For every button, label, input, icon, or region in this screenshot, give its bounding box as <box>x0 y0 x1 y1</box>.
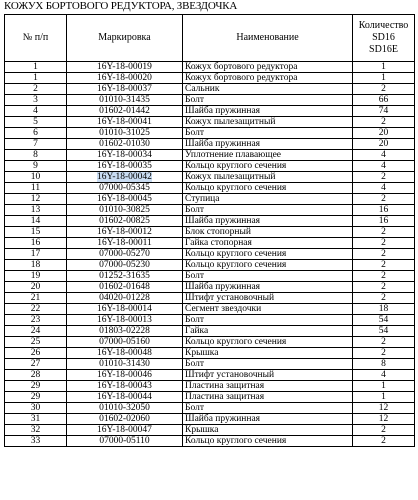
part-code: 01010-31435 <box>67 95 183 106</box>
row-number: 26 <box>5 348 67 359</box>
table-row <box>5 172 415 183</box>
part-name: Кожух пылезащитный <box>183 172 353 183</box>
part-quantity: 12 <box>353 414 415 425</box>
part-code: 16Y-18-00041 <box>67 117 183 128</box>
part-name: Болт <box>183 95 353 106</box>
table-row <box>5 436 415 447</box>
part-code: 01602-01648 <box>67 282 183 293</box>
row-number: 14 <box>5 216 67 227</box>
row-number: 33 <box>5 436 67 447</box>
part-code: 16Y-18-00048 <box>67 348 183 359</box>
table-row <box>5 359 415 370</box>
table-row <box>5 106 415 117</box>
row-number: 30 <box>5 403 67 414</box>
part-quantity: 4 <box>353 183 415 194</box>
part-name: Шайба пружинная <box>183 282 353 293</box>
table-row <box>5 392 415 403</box>
table-row <box>5 348 415 359</box>
row-number: 2 <box>5 84 67 95</box>
part-quantity: 54 <box>353 315 415 326</box>
part-quantity: 2 <box>353 227 415 238</box>
table-row <box>5 117 415 128</box>
part-code: 01010-31025 <box>67 128 183 139</box>
part-quantity: 2 <box>353 337 415 348</box>
table-row <box>5 139 415 150</box>
part-quantity: 1 <box>353 392 415 403</box>
part-name: Пластина защитная <box>183 392 353 403</box>
table-row <box>5 337 415 348</box>
table-body <box>5 62 415 447</box>
part-code: 16Y-18-00013 <box>67 315 183 326</box>
table-row <box>5 128 415 139</box>
part-name: Болт <box>183 205 353 216</box>
header-qty-model-1: SD16 <box>372 32 395 43</box>
part-code: 16Y-18-00034 <box>67 150 183 161</box>
part-name: Кольцо круглого сечения <box>183 337 353 348</box>
row-number: 19 <box>5 271 67 282</box>
table-row <box>5 249 415 260</box>
part-code: 07000-05110 <box>67 436 183 447</box>
header-num: № п/п <box>5 15 67 62</box>
table-row <box>5 161 415 172</box>
part-name: Кольцо круглого сечения <box>183 260 353 271</box>
part-code: 16Y-18-00014 <box>67 304 183 315</box>
table-row <box>5 73 415 84</box>
row-number: 6 <box>5 128 67 139</box>
table-row <box>5 84 415 95</box>
part-name: Крышка <box>183 425 353 436</box>
row-number: 10 <box>5 172 67 183</box>
table-row <box>5 260 415 271</box>
row-number: 9 <box>5 161 67 172</box>
part-name: Болт <box>183 128 353 139</box>
row-number: 15 <box>5 227 67 238</box>
header-qty <box>353 15 415 62</box>
part-name: Крышка <box>183 348 353 359</box>
table-row <box>5 205 415 216</box>
header-qty-model-2: SD16E <box>369 44 398 55</box>
table-row <box>5 194 415 205</box>
part-code: 16Y-18-00035 <box>67 161 183 172</box>
part-code: 01010-31430 <box>67 359 183 370</box>
part-name: Кожух бортового редуктора <box>183 73 353 84</box>
part-quantity: 2 <box>353 348 415 359</box>
part-code: 07000-05270 <box>67 249 183 260</box>
part-code: 01010-30825 <box>67 205 183 216</box>
header-qty-label: Количество <box>358 20 409 31</box>
part-quantity: 66 <box>353 95 415 106</box>
header-row <box>5 15 415 62</box>
part-quantity: 1 <box>353 381 415 392</box>
part-code: 16Y-18-00043 <box>67 381 183 392</box>
part-code: 16Y-18-00044 <box>67 392 183 403</box>
part-name: Болт <box>183 403 353 414</box>
table-row <box>5 271 415 282</box>
row-number: 5 <box>5 117 67 128</box>
part-name: Шайба пружинная <box>183 216 353 227</box>
part-quantity: 2 <box>353 436 415 447</box>
row-number: 8 <box>5 150 67 161</box>
table-row <box>5 95 415 106</box>
part-name: Штифт установочный <box>183 370 353 381</box>
part-code: 01602-01442 <box>67 106 183 117</box>
row-number: 16 <box>5 238 67 249</box>
row-number: 3 <box>5 95 67 106</box>
part-code: 07000-05345 <box>67 183 183 194</box>
part-quantity: 2 <box>353 238 415 249</box>
part-quantity: 2 <box>353 260 415 271</box>
part-code: 16Y-18-00011 <box>67 238 183 249</box>
table-row <box>5 216 415 227</box>
table-row <box>5 227 415 238</box>
part-quantity: 1 <box>353 73 415 84</box>
row-number: 4 <box>5 106 67 117</box>
part-name: Болт <box>183 315 353 326</box>
part-code: 01602-00825 <box>67 216 183 227</box>
row-number: 25 <box>5 337 67 348</box>
part-quantity: 2 <box>353 117 415 128</box>
row-number: 11 <box>5 183 67 194</box>
row-number: 24 <box>5 326 67 337</box>
table-row <box>5 293 415 304</box>
row-number: 7 <box>5 139 67 150</box>
part-quantity: 20 <box>353 128 415 139</box>
part-code: 16Y-18-00020 <box>67 73 183 84</box>
table-row <box>5 62 415 73</box>
header-code: Маркировка <box>67 15 183 62</box>
row-number: 1 <box>5 62 67 73</box>
part-name: Шайба пружинная <box>183 139 353 150</box>
row-number: 17 <box>5 249 67 260</box>
part-code: 01803-02228 <box>67 326 183 337</box>
part-code: 16Y-18-00046 <box>67 370 183 381</box>
part-name: Кольцо круглого сечения <box>183 249 353 260</box>
part-name: Кожух бортового редуктора <box>183 62 353 73</box>
part-code: 16Y-18-00019 <box>67 62 183 73</box>
part-name: Сальник <box>183 84 353 95</box>
part-quantity: 74 <box>353 106 415 117</box>
part-name: Блок стопорный <box>183 227 353 238</box>
part-code <box>67 172 183 183</box>
part-code: 16Y-18-00037 <box>67 84 183 95</box>
document-title: КОЖУХ БОРТОВОГО РЕДУКТОРА, ЗВЕЗДОЧКА <box>4 0 238 12</box>
table-row <box>5 315 415 326</box>
part-name: Шайба пружинная <box>183 414 353 425</box>
part-name: Кольцо круглого сечения <box>183 161 353 172</box>
part-quantity: 4 <box>353 370 415 381</box>
row-number: 20 <box>5 282 67 293</box>
row-number: 28 <box>5 370 67 381</box>
part-code: 01010-32050 <box>67 403 183 414</box>
table-row <box>5 370 415 381</box>
row-number: 27 <box>5 359 67 370</box>
part-name: Уплотнение плавающее <box>183 150 353 161</box>
table-header <box>5 15 415 62</box>
row-number: 22 <box>5 304 67 315</box>
part-quantity: 4 <box>353 161 415 172</box>
row-number: 32 <box>5 425 67 436</box>
table-row <box>5 414 415 425</box>
part-name: Сегмент звездочки <box>183 304 353 315</box>
part-quantity: 20 <box>353 139 415 150</box>
part-quantity: 2 <box>353 194 415 205</box>
table-row <box>5 403 415 414</box>
row-number: 31 <box>5 414 67 425</box>
parts-table <box>4 14 415 447</box>
part-code: 01602-02060 <box>67 414 183 425</box>
table-row <box>5 183 415 194</box>
table-row <box>5 282 415 293</box>
row-number: 1 <box>5 73 67 84</box>
part-code: 16Y-18-00012 <box>67 227 183 238</box>
part-code: 07000-05160 <box>67 337 183 348</box>
row-number: 29 <box>5 381 67 392</box>
part-name: Кожух пылезащитный <box>183 117 353 128</box>
table-row <box>5 381 415 392</box>
part-quantity: 4 <box>353 150 415 161</box>
part-quantity: 12 <box>353 403 415 414</box>
part-name: Гайка стопорная <box>183 238 353 249</box>
part-quantity: 18 <box>353 304 415 315</box>
part-quantity: 2 <box>353 249 415 260</box>
part-name: Шайба пружинная <box>183 106 353 117</box>
part-name: Болт <box>183 271 353 282</box>
part-name: Ступица <box>183 194 353 205</box>
part-code: 01602-01030 <box>67 139 183 150</box>
part-quantity: 8 <box>353 359 415 370</box>
part-quantity: 2 <box>353 282 415 293</box>
part-quantity: 2 <box>353 84 415 95</box>
part-quantity: 2 <box>353 172 415 183</box>
row-number: 12 <box>5 194 67 205</box>
row-number: 13 <box>5 205 67 216</box>
part-quantity: 16 <box>353 205 415 216</box>
table-row <box>5 304 415 315</box>
table-row <box>5 150 415 161</box>
part-quantity: 16 <box>353 216 415 227</box>
part-code: 07000-05230 <box>67 260 183 271</box>
table-row <box>5 326 415 337</box>
part-name: Гайка <box>183 326 353 337</box>
part-quantity: 2 <box>353 425 415 436</box>
part-code: 16Y-18-00047 <box>67 425 183 436</box>
part-quantity: 54 <box>353 326 415 337</box>
part-quantity: 2 <box>353 271 415 282</box>
highlighted-selection: 16Y-18-00042 <box>97 172 152 182</box>
part-code: 16Y-18-00045 <box>67 194 183 205</box>
part-name: Кольцо круглого сечения <box>183 436 353 447</box>
table-row <box>5 425 415 436</box>
part-quantity: 2 <box>353 293 415 304</box>
row-number: 18 <box>5 260 67 271</box>
row-number: 21 <box>5 293 67 304</box>
part-code: 01252-31635 <box>67 271 183 282</box>
part-name: Болт <box>183 359 353 370</box>
row-number: 23 <box>5 315 67 326</box>
part-name: Пластина защитная <box>183 381 353 392</box>
row-number: 29 <box>5 392 67 403</box>
header-name: Наименование <box>183 15 353 62</box>
part-code: 04020-01228 <box>67 293 183 304</box>
part-name: Штифт установочный <box>183 293 353 304</box>
part-name: Кольцо круглого сечения <box>183 183 353 194</box>
part-quantity: 1 <box>353 62 415 73</box>
table-row <box>5 238 415 249</box>
